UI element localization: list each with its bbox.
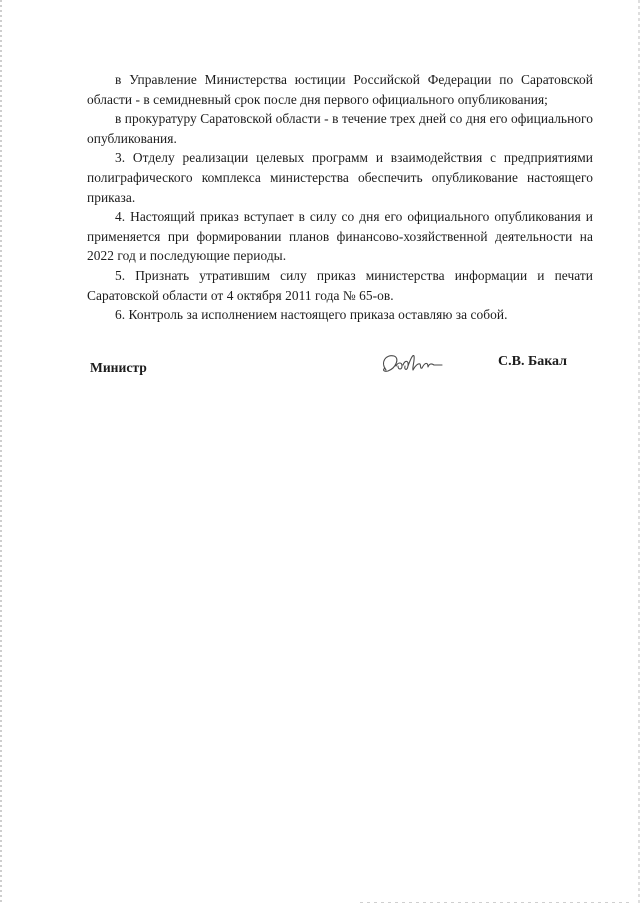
signatory-name: С.В. Бакал (498, 354, 568, 369)
signatory-title: Министр (90, 360, 147, 375)
paragraph-item-5: 5. Признать утратившим силу приказ министерства информации и печати Саратовской области от 4 октября 2011 года № 65-ов. (87, 267, 593, 303)
paragraph-item-4: 4. Настоящий приказ вступает в силу со дня его официального опубликования и применяется при формировании планов финансово-хозяйственной деятельности на 2022 год и последующие периоды. (87, 209, 593, 264)
paragraph-item-6: 6. Контроль за исполнением настоящего приказа оставляю за собой. (115, 307, 508, 323)
paragraph-prosecutor: в прокуратуру Саратовской области - в течение трех дней со дня его официального опубликования. (87, 111, 593, 146)
paragraph-ministry-justice: в Управление Министерства юстиции Российской Федерации по Саратовской области - в семидневный срок после дня первого официального опубликования; (87, 72, 593, 107)
scan-edge-left (0, 0, 2, 905)
signature-block (0, 340, 640, 390)
document-body (87, 70, 593, 325)
handwritten-signature (376, 348, 446, 382)
scan-edge-bottom (360, 902, 630, 903)
paragraph-item-3: 3. Отделу реализации целевых программ и взаимодействия с предприятиями полиграфического комплекса министерства обеспечить опубликование настоящего приказа. (87, 150, 593, 205)
